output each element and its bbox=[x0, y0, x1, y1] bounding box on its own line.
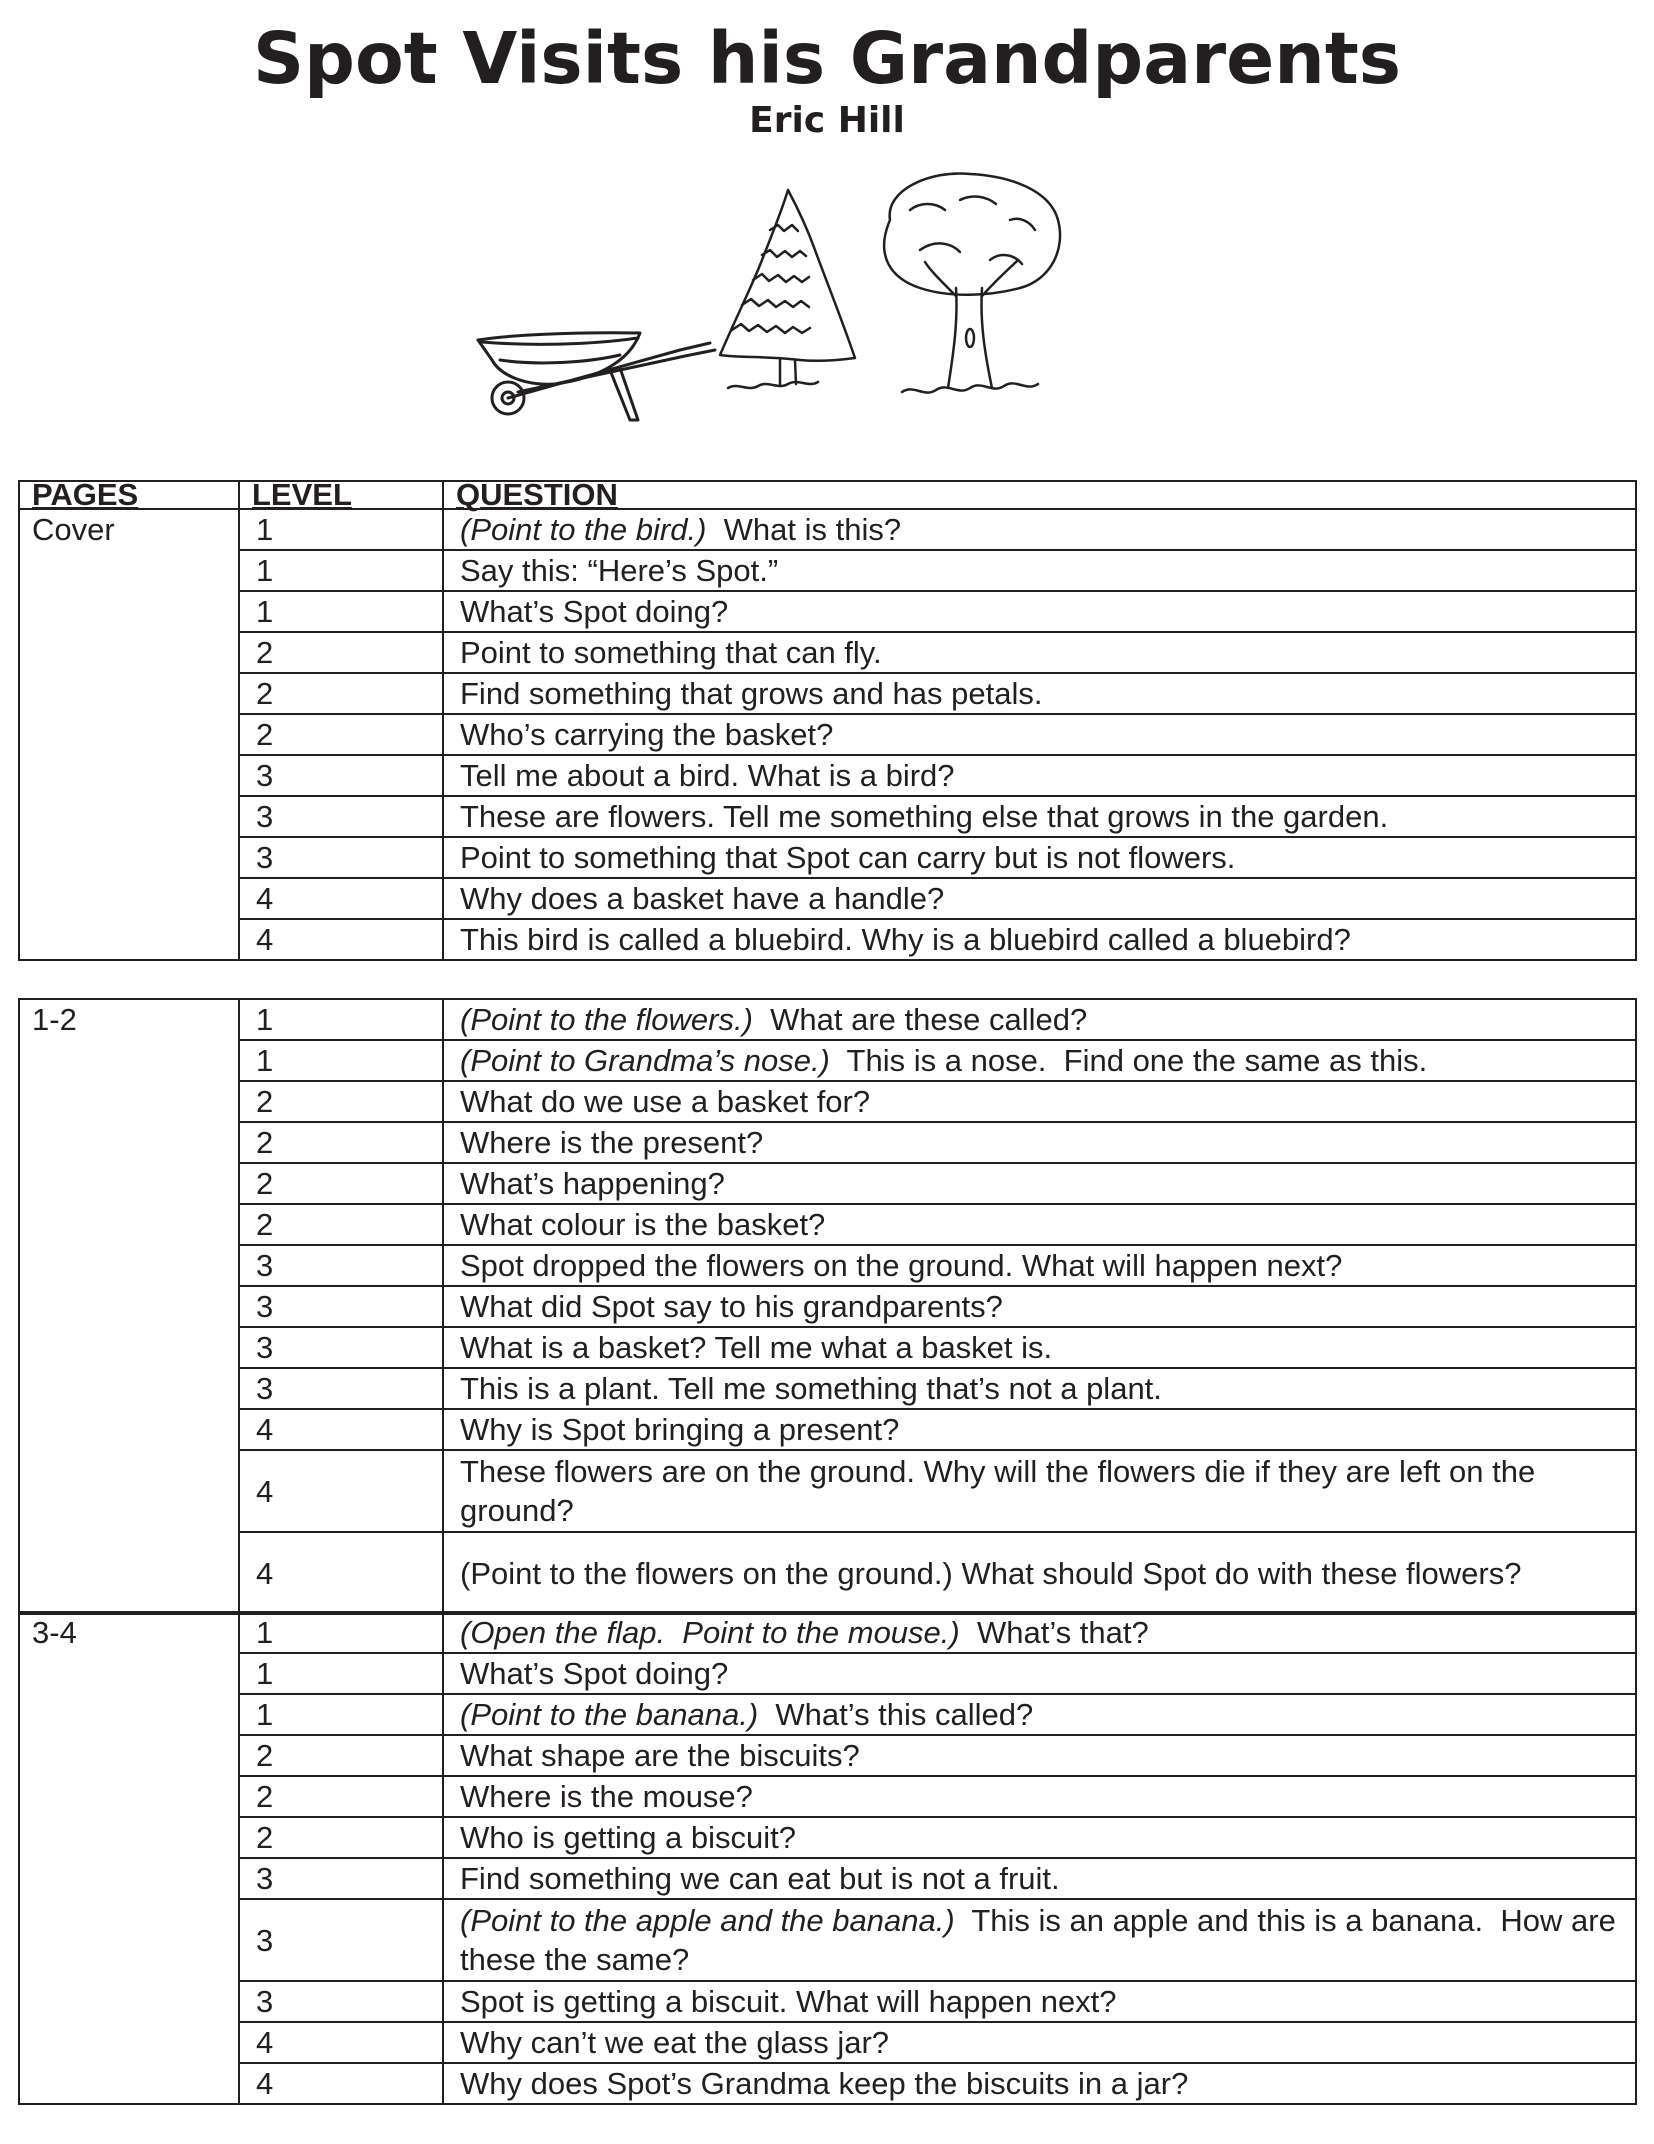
table-row bbox=[19, 1612, 1636, 1653]
question-text: What’s this called? bbox=[758, 1696, 1034, 1732]
question-instruction: (Open the flap. Point to the mouse.) bbox=[460, 1614, 960, 1650]
table-row bbox=[19, 1368, 1636, 1409]
table-row bbox=[19, 1735, 1636, 1776]
question-cell bbox=[443, 837, 1636, 878]
question-cell bbox=[443, 509, 1636, 550]
level-cell: 2 bbox=[239, 1776, 443, 1817]
level-cell: 3 bbox=[239, 1981, 443, 2022]
table-row bbox=[19, 999, 1636, 1040]
question-cell bbox=[443, 1163, 1636, 1204]
table-row bbox=[19, 1981, 1636, 2022]
question-cell bbox=[443, 632, 1636, 673]
questions-table-cover bbox=[18, 477, 1637, 961]
question-text: Who’s carrying the basket? bbox=[460, 716, 834, 752]
question-cell bbox=[443, 1368, 1636, 1409]
questions-table-pages-3-4 bbox=[18, 1611, 1637, 2105]
level-cell: 1 bbox=[239, 999, 443, 1040]
header-level: LEVEL bbox=[239, 481, 443, 509]
pine-tree-drawing bbox=[720, 190, 855, 388]
question-text: Why does Spot’s Grandma keep the biscuits in a jar? bbox=[460, 2065, 1189, 2101]
question-text: What’s happening? bbox=[460, 1165, 725, 1201]
table-row bbox=[19, 673, 1636, 714]
question-cell bbox=[443, 999, 1636, 1040]
level-cell: 3 bbox=[239, 1327, 443, 1368]
table-row bbox=[19, 796, 1636, 837]
question-text: These flowers are on the ground. Why will the flowers die if they are left on the ground? bbox=[460, 1454, 1536, 1528]
question-cell bbox=[443, 1735, 1636, 1776]
question-text: What’s Spot doing? bbox=[460, 593, 729, 629]
question-text: Point to something that can fly. bbox=[460, 634, 882, 670]
author-name: Eric Hill bbox=[749, 100, 905, 141]
question-cell bbox=[443, 1122, 1636, 1163]
table-row bbox=[19, 591, 1636, 632]
table-row bbox=[19, 1286, 1636, 1327]
level-cell: 1 bbox=[239, 591, 443, 632]
question-cell bbox=[443, 1081, 1636, 1122]
table-row bbox=[19, 1327, 1636, 1368]
table-row bbox=[19, 1081, 1636, 1122]
level-cell: 4 bbox=[239, 1532, 443, 1614]
question-text: This is an apple and this is a banana. How are these the same? bbox=[460, 1903, 1625, 1977]
table-row bbox=[19, 878, 1636, 919]
question-text: What’s that? bbox=[959, 1614, 1149, 1650]
table-row bbox=[19, 1040, 1636, 1081]
table-row bbox=[19, 1776, 1636, 1817]
table-row bbox=[19, 1817, 1636, 1858]
level-cell: 3 bbox=[239, 1368, 443, 1409]
table-row bbox=[19, 1899, 1636, 1981]
question-text: Spot dropped the flowers on the ground. What will happen next? bbox=[460, 1247, 1343, 1283]
pages-cell: 3-4 bbox=[19, 1612, 239, 2104]
table-row bbox=[19, 509, 1636, 550]
question-cell bbox=[443, 673, 1636, 714]
table-row bbox=[19, 2063, 1636, 2104]
level-cell: 4 bbox=[239, 2022, 443, 2063]
question-cell bbox=[443, 1409, 1636, 1450]
question-cell bbox=[443, 1040, 1636, 1081]
question-instruction: (Point to Grandma’s nose.) bbox=[460, 1042, 830, 1078]
question-cell bbox=[443, 714, 1636, 755]
tree-drawing bbox=[884, 173, 1060, 392]
question-cell bbox=[443, 1286, 1636, 1327]
question-text: This is a nose. Find one the same as this. bbox=[829, 1042, 1428, 1078]
question-text: Why is Spot bringing a present? bbox=[460, 1411, 900, 1447]
table-row bbox=[19, 837, 1636, 878]
level-cell: 1 bbox=[239, 1694, 443, 1735]
question-cell bbox=[443, 1776, 1636, 1817]
question-text: Point to something that Spot can carry but is not flowers. bbox=[460, 839, 1236, 875]
level-cell: 4 bbox=[239, 2063, 443, 2104]
question-cell bbox=[443, 1899, 1636, 1981]
table-row bbox=[19, 1532, 1636, 1614]
question-cell bbox=[443, 2022, 1636, 2063]
header-question: QUESTION bbox=[443, 481, 1636, 509]
question-text: What do we use a basket for? bbox=[460, 1083, 871, 1119]
question-cell bbox=[443, 755, 1636, 796]
question-instruction: (Point to the banana.) bbox=[460, 1696, 759, 1732]
table-row bbox=[19, 1694, 1636, 1735]
table-row bbox=[19, 1450, 1636, 1532]
level-cell: 3 bbox=[239, 796, 443, 837]
question-instruction: (Point to the apple and the banana.) bbox=[460, 1903, 955, 1938]
question-text: Say this: “Here’s Spot.” bbox=[460, 552, 779, 588]
level-cell: 1 bbox=[239, 550, 443, 591]
question-cell bbox=[443, 1532, 1636, 1614]
question-text: Why does a basket have a handle? bbox=[460, 880, 945, 916]
question-cell bbox=[443, 1450, 1636, 1532]
question-text: Find something we can eat but is not a fruit. bbox=[460, 1860, 1060, 1896]
table-row bbox=[19, 1245, 1636, 1286]
level-cell: 2 bbox=[239, 632, 443, 673]
table-row bbox=[19, 1122, 1636, 1163]
level-cell: 1 bbox=[239, 1612, 443, 1653]
level-cell: 3 bbox=[239, 837, 443, 878]
question-text: Tell me about a bird. What is a bird? bbox=[460, 757, 955, 793]
wheelbarrow-drawing bbox=[478, 333, 715, 420]
question-instruction: (Point to the bird.) bbox=[460, 511, 707, 547]
level-cell: 4 bbox=[239, 878, 443, 919]
question-cell bbox=[443, 1653, 1636, 1694]
illustration bbox=[470, 170, 1070, 430]
level-cell: 1 bbox=[239, 1040, 443, 1081]
level-cell: 2 bbox=[239, 673, 443, 714]
level-cell: 3 bbox=[239, 1858, 443, 1899]
question-cell bbox=[443, 550, 1636, 591]
question-cell bbox=[443, 1612, 1636, 1653]
question-cell bbox=[443, 878, 1636, 919]
question-text: These are flowers. Tell me something else that grows in the garden. bbox=[460, 798, 1389, 834]
level-cell: 4 bbox=[239, 919, 443, 960]
level-cell: 4 bbox=[239, 1409, 443, 1450]
level-cell: 3 bbox=[239, 1245, 443, 1286]
question-cell bbox=[443, 1817, 1636, 1858]
level-cell: 4 bbox=[239, 1450, 443, 1532]
table-row bbox=[19, 1858, 1636, 1899]
pages-cell: 1-2 bbox=[19, 999, 239, 1614]
question-cell bbox=[443, 1327, 1636, 1368]
question-cell bbox=[443, 919, 1636, 960]
table-row bbox=[19, 550, 1636, 591]
question-text: What shape are the biscuits? bbox=[460, 1737, 860, 1773]
table-row bbox=[19, 714, 1636, 755]
question-cell bbox=[443, 1981, 1636, 2022]
level-cell: 3 bbox=[239, 1286, 443, 1327]
table-row bbox=[19, 755, 1636, 796]
table-row bbox=[19, 1653, 1636, 1694]
questions-table-pages-1-2 bbox=[18, 998, 1637, 1615]
question-text: What’s Spot doing? bbox=[460, 1655, 729, 1691]
question-text: (Point to the flowers on the ground.) What should Spot do with these flowers? bbox=[460, 1555, 1522, 1591]
question-cell bbox=[443, 1245, 1636, 1286]
question-text: Find something that grows and has petals. bbox=[460, 675, 1043, 711]
table-row bbox=[19, 1409, 1636, 1450]
question-cell bbox=[443, 2063, 1636, 2104]
question-text: What is a basket? Tell me what a basket is. bbox=[460, 1329, 1053, 1365]
level-cell: 3 bbox=[239, 1899, 443, 1981]
level-cell: 2 bbox=[239, 1735, 443, 1776]
question-text: What is this? bbox=[706, 511, 902, 547]
table-row bbox=[19, 919, 1636, 960]
level-cell: 2 bbox=[239, 1204, 443, 1245]
question-text: Spot is getting a biscuit. What will happen next? bbox=[460, 1983, 1117, 2019]
question-text: Why can’t we eat the glass jar? bbox=[460, 2024, 890, 2060]
question-text: Where is the present? bbox=[460, 1124, 764, 1160]
level-cell: 2 bbox=[239, 1122, 443, 1163]
question-text: What did Spot say to his grandparents? bbox=[460, 1288, 1003, 1324]
page-title: Spot Visits his Grandparents bbox=[252, 17, 1402, 100]
level-cell: 3 bbox=[239, 755, 443, 796]
level-cell: 2 bbox=[239, 1081, 443, 1122]
level-cell: 2 bbox=[239, 714, 443, 755]
level-cell: 1 bbox=[239, 509, 443, 550]
question-cell bbox=[443, 796, 1636, 837]
header-pages: PAGES bbox=[19, 481, 239, 509]
level-cell: 2 bbox=[239, 1163, 443, 1204]
question-cell bbox=[443, 1204, 1636, 1245]
question-text: What colour is the basket? bbox=[460, 1206, 826, 1242]
table-row bbox=[19, 1163, 1636, 1204]
table-row bbox=[19, 632, 1636, 673]
table-row bbox=[19, 2022, 1636, 2063]
pages-cell: Cover bbox=[19, 509, 239, 960]
table-row bbox=[19, 1204, 1636, 1245]
question-text: This is a plant. Tell me something that’s not a plant. bbox=[460, 1370, 1162, 1406]
question-text: Where is the mouse? bbox=[460, 1778, 753, 1814]
question-instruction: (Point to the flowers.) bbox=[460, 1001, 753, 1037]
question-cell bbox=[443, 591, 1636, 632]
question-text: What are these called? bbox=[752, 1001, 1088, 1037]
question-cell bbox=[443, 1694, 1636, 1735]
question-cell bbox=[443, 1858, 1636, 1899]
question-text: This bird is called a bluebird. Why is a bluebird called a bluebird? bbox=[460, 921, 1351, 957]
level-cell: 1 bbox=[239, 1653, 443, 1694]
question-text: Who is getting a biscuit? bbox=[460, 1819, 797, 1855]
level-cell: 2 bbox=[239, 1817, 443, 1858]
